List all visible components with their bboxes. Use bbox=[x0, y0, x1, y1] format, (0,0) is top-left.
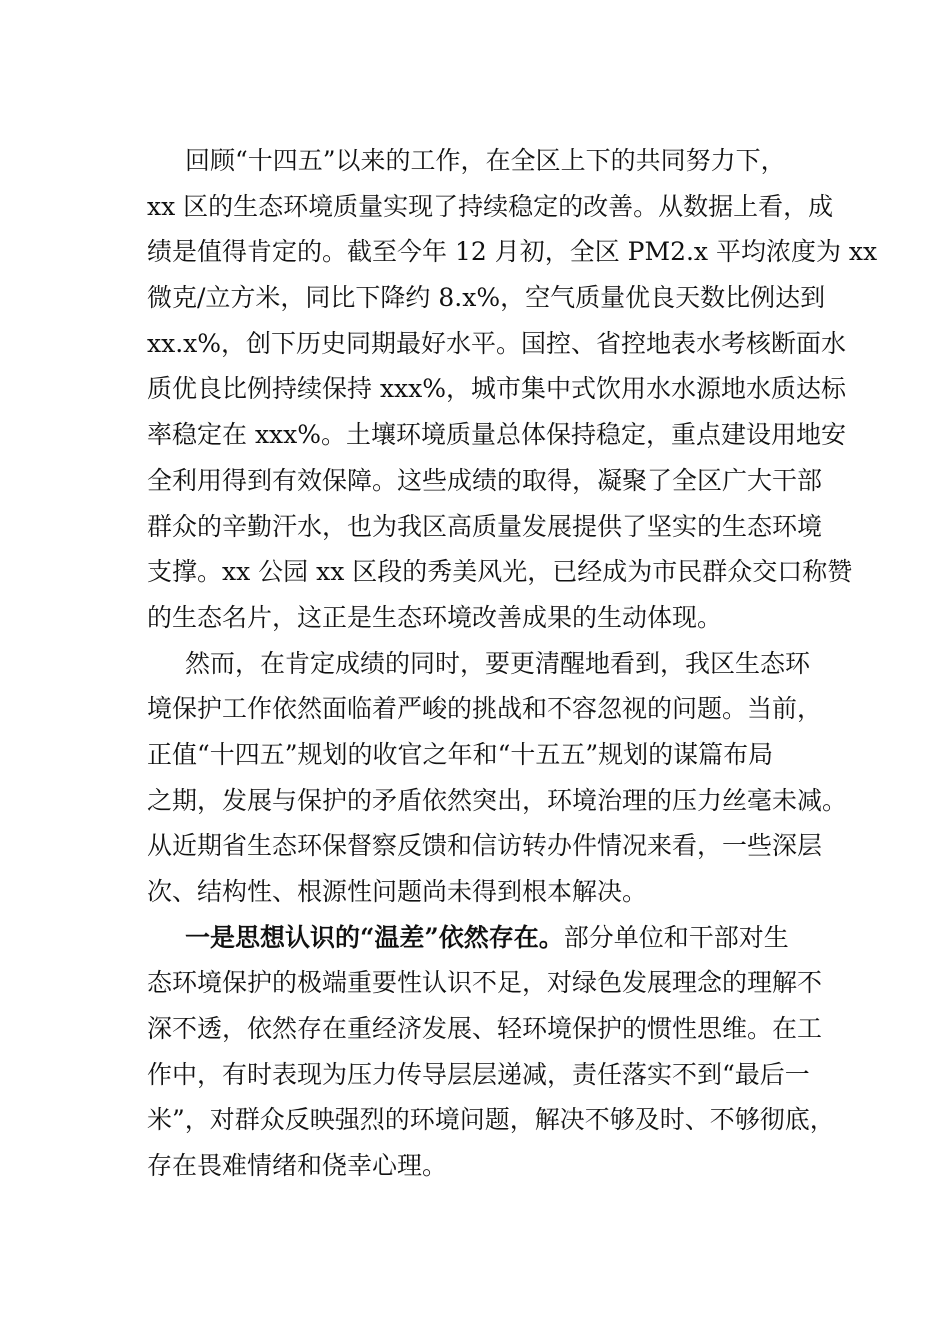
text-line: 态环境保护的极端重要性认识不足，对绿色发展理念的理解不 bbox=[147, 968, 823, 998]
text-line: 率稳定在 xxx%。土壤环境质量总体保持稳定，重点建设用地安 bbox=[147, 420, 847, 450]
bold-lead: 一是思想认识的“温差”依然存在。 bbox=[185, 922, 564, 952]
text-line: 微克/立方米，同比下降约 8.x%，空气质量优良天数比例达到 bbox=[147, 283, 826, 313]
text-line: xx.x%，创下历史同期最好水平。国控、省控地表水考核断面水 bbox=[147, 328, 847, 358]
paragraph-awareness bbox=[147, 915, 847, 1189]
text-line: 支撑。xx 公园 xx 区段的秀美风光，已经成为市民群众交口称赞 bbox=[147, 557, 853, 587]
text-line: 之期，发展与保护的矛盾依然突出，环境治理的压力丝毫未减。 bbox=[147, 785, 848, 815]
text-line: 次、结构性、根源性问题尚未得到根本解决。 bbox=[147, 877, 648, 906]
body-text bbox=[147, 138, 878, 1189]
text-run: 部分单位和干部对生 bbox=[563, 922, 789, 952]
text-line: 从近期省生态环保督察反馈和信访转办件情况来看，一些深层 bbox=[147, 831, 823, 861]
paragraph-challenges bbox=[147, 641, 847, 915]
text-line: 米”，对群众反映强烈的环境问题，解决不够及时、不够彻底， bbox=[147, 1105, 835, 1135]
text-line bbox=[147, 915, 847, 961]
text-line: 存在畏难情绪和侥幸心理。 bbox=[147, 1151, 448, 1181]
text-line: 正值“十四五”规划的收官之年和“十五五”规划的谋篇布局 bbox=[147, 739, 774, 769]
text-line: 作中，有时表现为压力传导层层递减，责任落实不到“最后一 bbox=[147, 1059, 810, 1089]
text-line: 深不透，依然存在重经济发展、轻环境保护的惯性思维。在工 bbox=[147, 1014, 823, 1044]
paragraph-achievements bbox=[147, 138, 878, 641]
text-line: 的生态名片，这正是生态环境改善成果的生动体现。 bbox=[147, 602, 723, 632]
text-line: xx 区的生态环境质量实现了持续稳定的改善。从数据上看，成 bbox=[147, 191, 834, 221]
text-line: 群众的辛勤汗水，也为我区高质量发展提供了坚实的生态环境 bbox=[147, 511, 823, 541]
text-line: 回顾“十四五”以来的工作，在全区上下的共同努力下， bbox=[185, 146, 786, 175]
text-line: 绩是值得肯定的。截至今年 12 月初，全区 PM2.x 平均浓度为 xx bbox=[147, 237, 878, 267]
text-line: 质优良比例持续保持 xxx%，城市集中式饮用水水源地水质达标 bbox=[147, 374, 847, 404]
text-line: 境保护工作依然面临着严峻的挑战和不容忽视的问题。当前， bbox=[147, 694, 823, 724]
text-line: 然而，在肯定成绩的同时，要更清醒地看到，我区生态环 bbox=[185, 648, 811, 678]
text-line: 全利用得到有效保障。这些成绩的取得，凝聚了全区广大干部 bbox=[147, 465, 823, 495]
